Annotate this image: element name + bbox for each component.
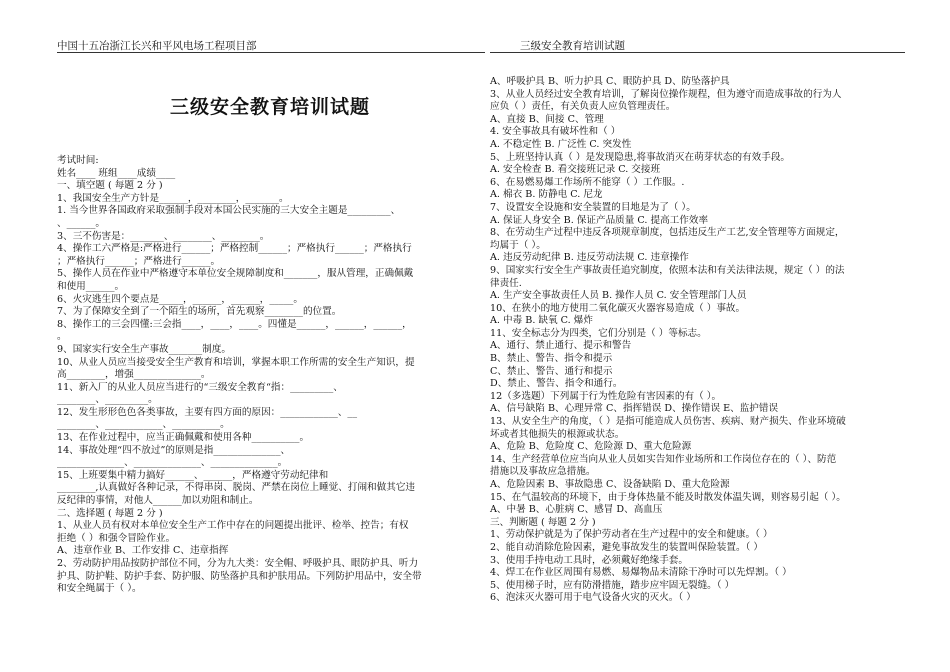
question-line: 7、为了保障安全到了一个陌生的场所，首先观察________的位置。 (57, 306, 342, 318)
question-line: 15、在气温较高的环境下，由于身体热量不能及时散发体温失调，则容易引起（ ）。 (490, 491, 846, 503)
question-line: A. 保证人身安全 B. 保证产品质量 C. 提高工作效率 (490, 214, 709, 226)
question-line: 5、操作人员在作业中严格遵守本单位安全规障制度和_______，服从管理，正确佩戴 (57, 268, 414, 280)
question-line: A、中暑 B、心脏病 C、感冒 D、高血压 (490, 504, 663, 516)
question-line: D、禁止、警告、指令和通行。 (490, 378, 623, 390)
question-line: ；严格执行______；严格进行______。 (57, 255, 221, 267)
question-line: 14、生产经营单位应当向从业人员如实告知作业场所和工作岗位存在的（ ）、防范 (490, 453, 837, 465)
header-divider-right (490, 52, 905, 53)
question-line: 11、新入厂的从业人员应当进行的“三级安全教育“指：_________、 (57, 381, 343, 393)
question-line: 7、设置安全设施和安全装置的目地是为了（ ）。 (490, 201, 696, 213)
question-line: B、禁止、警告、指令和提示 (490, 353, 613, 365)
question-line: 坏或者其他损失的根源或状态。 (490, 428, 625, 440)
question-line: 2、能自动消除危险因素，避免事故发生的装置叫保险装置。（ ） (490, 541, 763, 553)
question-line: 3、三不伤害是：_______、________、________。 (57, 230, 270, 242)
question-line: 4、焊工在作业区周围有易燃、易爆物品未清除干净时可以先焊割。（ ） (490, 567, 792, 579)
question-line: 姓名____ 班组____成绩____ (57, 167, 176, 179)
question-line: 5、使用梯子时，应有防滑措施，踏步应牢固无裂缝。（ ） (490, 579, 735, 591)
question-line: A、危险因素 B、事故隐患 C、设备缺陷 D、重大危险源 (490, 479, 730, 490)
question-line: 11、安全标志分为四类，它们分别是（ ）等标志。 (490, 327, 707, 339)
question-line: ________、____________、__________。 (57, 419, 230, 431)
question-line: 2、劳动防护用品按防护部位不同，分为九大类：安全帽、呼吸护具、眼防护具、听力 (57, 558, 419, 569)
question-line: 4. 安全事故具有破坏性和（ ） (490, 126, 621, 138)
question-line: 12、发生形形色色各类事故，主要有四方面的原因：____________、__ (57, 406, 358, 418)
question-line: 3、使用手持电动工具时，必须戴好绝缘手套。 (490, 554, 688, 566)
question-line: A、违章作业 B、工作安排 C、违章指挥 (57, 545, 229, 557)
question-line: 9、国家实行安全生产事故_______制度。 (57, 343, 231, 355)
header-left: 中国十五冶浙江长兴和平风电场工程项目部 (57, 40, 257, 52)
page-title: 三级安全教育培训试题 (170, 96, 371, 118)
question-line: A、通行、禁止通行、提示和警告 (490, 340, 632, 352)
header-right: 三级安全教育培训试题 (520, 40, 625, 52)
question-line: 6、在易燃易爆工作场所不能穿（ ）工作服。. (490, 176, 685, 188)
question-line: ________,认真做好各种记录，不得串岗、脱岗、严禁在岗位上睡觉、打闹和做其它违 (57, 482, 416, 494)
right-column (490, 76, 908, 605)
question-line: 。 (57, 331, 67, 343)
question-line: A. 安全检查 B. 看交接班记录 C. 交接班 (490, 164, 661, 176)
question-line: 应负（ ）责任，有关负责人应负管理责任。 (490, 101, 676, 113)
question-line: A. 棉衣 B. 防静电 C. 尼龙 (490, 189, 603, 201)
question-line: 12（多选题）下列属于行为性危险有害因素的有（ ）。 (490, 390, 722, 402)
question-line: A. 生产安全事故责任人员 B. 操作人员 C. 安全管理部门人员 (490, 290, 747, 302)
question-line: 13、在作业过程中，应当正确佩戴和使用各种__________。 (57, 432, 310, 444)
question-line: 15、上班要集中精力搞好______、______，严格遵守劳动纪律和 (57, 469, 329, 481)
question-line: 1、从业人员有权对本单位安全生产工作中存在的问题提出批评、检举、控告；有权 (57, 520, 409, 532)
question-line: 6、泡沫灭火器可用于电气设备火灾的灭火。（ ） (490, 592, 696, 604)
question-line: A、危险 B、危险度 C、危险源 D、重大危险源 (490, 441, 692, 453)
question-line: A. 不稳定性 B. 广泛性 C. 突发性 (490, 138, 632, 150)
question-line: 二、选择题 ( 每题 2 分 ) (57, 507, 163, 519)
question-line: 6、火灾逃生四个要点是_____，______，______，_____。 (57, 293, 303, 305)
question-line: 和安全绳属于（ ）。 (57, 583, 142, 595)
question-line: 3、从业人员经过安全教育培训，了解岗位操作规程，但为遵守而造成事故的行为人 (490, 88, 842, 100)
question-line: 9、国家实行安全生产事故责任追究制度，依照本法和有关法律法规，规定（ ）的法 (490, 264, 845, 276)
question-line: 1. 当今世界各国政府采取强制手段对本国公民实施的三大安全主题是_________、 (57, 205, 401, 217)
question-line: 13、从安全生产的角度，（ ）是指可能造成人员伤害、疾病、财产损失、作业环境破 (490, 416, 846, 428)
question-line: 、______。 (57, 217, 105, 229)
question-line: 8、操作工的三会四懂:三会指____，____，____。四懂是______，______，______， (57, 318, 412, 330)
question-line: C、禁止、警告、通行和提示 (490, 365, 613, 377)
header-divider-left (57, 52, 485, 53)
left-column (57, 155, 467, 596)
question-line: 拒绝（ ）和强令冒险作业。 (57, 532, 176, 544)
question-line: 反纪律的事情，对他人______加以劝阻和制止。 (57, 495, 259, 507)
question-line: 均属于（ ）。 (490, 239, 546, 251)
question-line: 高________，增强______________。 (57, 369, 211, 381)
question-line: 和使用______。 (57, 280, 125, 292)
question-line: A、呼吸护具 B、听力护具 C、眼防护具 D、防坠落护具 (490, 76, 730, 87)
question-line: A、信号缺陷 B、心理异常 C、指挥错误 D、操作错误 E、监护错误 (490, 403, 779, 415)
question-line: 10、从业人员应当接受安全生产教育和培训，掌握本职工作所需的安全生产知识，提 (57, 356, 415, 368)
question-line: 律责任. (490, 277, 522, 289)
question-line: 三、判断题 ( 每题 2 分 ) (490, 516, 596, 528)
question-line: 一、填空题 ( 每题 2 分 ) (57, 180, 163, 192)
question-line: 护具、防护鞋、防护手套、防护服、防坠落护具和护肤用品。下列防护用品中，安全带 (57, 570, 422, 582)
question-line: 14、事故处理“四不放过”的原则是指______________、 (57, 444, 291, 456)
question-line: 考试时间: (57, 155, 99, 166)
question-line: A. 违反劳动纪律 B. 违反劳动法规 C. 违章操作 (490, 252, 689, 264)
question-line: A. 中毒 B. 缺氧 C. 爆炸 (490, 315, 593, 327)
question-line: 1、劳动保护就是为了保护劳动者在生产过程中的安全和健康。（ ） (490, 529, 773, 541)
question-line: 4、操作工六严格是:严格进行______；严格控制______；严格执行______；严格执行 (57, 243, 412, 255)
question-line: 10、在狭小的地方使用二氧化碳灭火器容易造成（ ）事故。 (490, 302, 746, 314)
question-line: ______________、______________、______________。 (57, 457, 288, 469)
question-line: ________、_________。 (57, 394, 158, 406)
question-line: 5、上班坚持认真（ ）是发现隐患,将事故消灭在萌芽状态的有效手段。 (490, 151, 791, 163)
question-line: 措施以及事故应急措施。 (490, 466, 596, 478)
question-line: A、直接 B、间接 C、管理 (490, 113, 604, 125)
question-line: 1、我国安全生产方针是______，________，_______。 (57, 192, 289, 204)
question-line: 8、在劳动生产过程中违反各项规章制度，包括违反生产工艺,安全管理等方面规定， (490, 227, 845, 239)
